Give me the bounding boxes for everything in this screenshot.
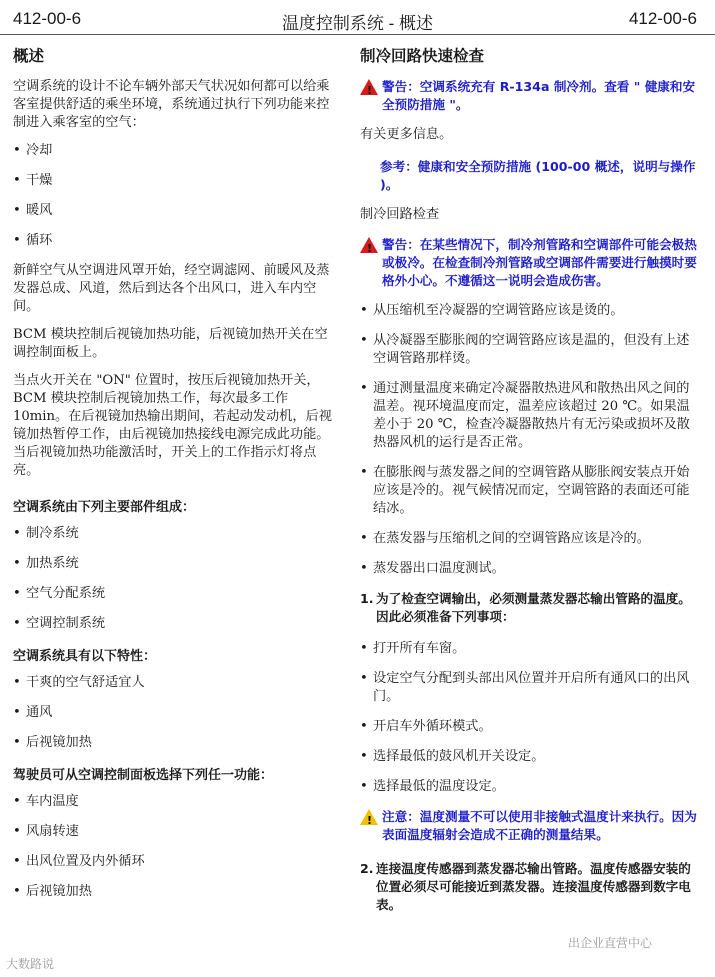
list-item: • 后视镜加热: [13, 884, 92, 899]
list-item: • 开启车外循环模式。: [360, 719, 492, 734]
list-item: • 后视镜加热: [13, 735, 92, 750]
left-column: [13, 44, 333, 913]
ignition-paragraph: 当点火开关在 "ON" 位置时，按压后视镜加热开关， BCM 模块控制后视镜加热工作，每次最多工作 10min。在后视镜加热输出期间，若起动发动机，后视镜加热暂停工作，由后视镜加热接线电源完成此功能。当后视镜加热功能激活时，开关上的工作指示灯将点亮。: [13, 373, 332, 478]
list-item: • 循环: [13, 233, 53, 248]
driver-functions-heading: 驾驶员可从空调控制面板选择下列任一功能：: [13, 768, 274, 783]
quick-check-heading: 制冷回路快速检查: [360, 47, 485, 65]
components-list: [13, 525, 333, 633]
circuit-check-title: 制冷回路检查: [360, 207, 440, 222]
list-item: • 制冷系统: [13, 526, 79, 541]
list-item: • 在膨胀阀与蒸发器之间的空调管路从膨胀阀安装点开始应该是冷的。视气候情况而定，空调管路的表面还可能结冰。: [360, 465, 690, 516]
section-code-left: 412-00-6: [13, 9, 82, 28]
circuit-checks-list: [360, 302, 700, 578]
bcm-paragraph: BCM 模块控制后视镜加热功能，后视镜加热开关在空调控制面板上。: [13, 327, 328, 360]
list-item: • 出风位置及内外循环: [13, 854, 145, 869]
step-1: 1. 为了检查空调输出，必须测量蒸发器芯输出管路的温度。因此必须准备下列事项：: [360, 591, 691, 624]
functions-list: [13, 142, 333, 250]
list-item: • 选择最低的温度设定。: [360, 779, 505, 794]
list-item: • 从冷凝器至膨胀阀的空调管路应该是温的，但没有上述空调管路那样烫。: [360, 333, 690, 366]
list-item: • 蒸发器出口温度测试。: [360, 561, 505, 576]
list-item: • 加热系统: [13, 556, 79, 571]
warning-triangle-icon: !: [360, 237, 378, 253]
components-heading: 空调系统由下列主要部件组成：: [13, 500, 196, 515]
watermark-left: 大数路说: [6, 957, 55, 971]
warning-triangle-icon: !: [360, 79, 378, 95]
list-item: • 空调控制系统: [13, 616, 106, 631]
list-item: • 干爽的空气舒适宜人: [13, 675, 145, 690]
list-item: • 在蒸发器与压缩机之间的空调管路应该是冷的。: [360, 531, 650, 546]
watermark-right: 出企业直营中心: [568, 936, 653, 950]
list-item: • 设定空气分配到头部出风位置并开启所有通风口的出风门。: [360, 671, 690, 704]
list-item: • 暖风: [13, 203, 53, 218]
fresh-air-paragraph: 新鲜空气从空调进风罩开始，经空调滤网、前暖风及蒸发器总成、风道，然后到达各个出风口，进入车内空间。: [13, 263, 330, 314]
list-item: • 通风: [13, 705, 53, 720]
list-item: • 选择最低的鼓风机开关设定。: [360, 749, 545, 764]
overview-heading: 概述: [13, 47, 45, 65]
more-info-text: 有关更多信息。: [360, 127, 453, 142]
intro-paragraph: 空调系统的设计不论车辆外部天气状况如何都可以给乘客室提供舒适的乘坐环境，系统通过执行下列功能来控制进入乘客室的空气：: [13, 79, 330, 130]
list-item: • 冷却: [13, 143, 53, 158]
features-list: [13, 674, 333, 752]
caution-triangle-icon: !: [360, 809, 378, 825]
right-column: [360, 44, 700, 928]
page-title: 温度控制系统 - 概述: [281, 14, 434, 33]
reference-link[interactable]: 参考：健康和安全预防措施 (100-00 概述，说明与操作 )。: [380, 159, 696, 192]
temperature-hazard-warning: ! 警告：在某些情况下，制冷剂管路和空调部件可能会极热或极冷。在检查制冷剂管路或空调部件需要进行触摸时要格外小心。不遵循这一说明会造成伤害。: [360, 236, 700, 290]
section-code-right: 412-00-6: [628, 9, 697, 28]
list-item: • 通过测量温度来确定冷凝器散热进风和散热出风之间的温差。视环境温度而定，温差应该超过 20 ℃。如果温差小于 20 ℃，检查冷凝器散热片有无污染或损坏及散热器风机的运行是否正常。: [360, 381, 690, 450]
list-item: • 风扇转速: [13, 824, 79, 839]
driver-functions-list: [13, 793, 333, 901]
list-item: • 空气分配系统: [13, 586, 106, 601]
list-item: • 从压缩机至冷凝器的空调管路应该是烫的。: [360, 303, 624, 318]
list-item: • 干燥: [13, 173, 53, 188]
page-header: [0, 0, 715, 35]
refrigerant-warning: ! 警告：空调系统充有 R-134a 制冷剂。查看 " 健康和安全预防措施 "。: [360, 78, 700, 114]
features-heading: 空调系统具有以下特性：: [13, 649, 157, 664]
list-item: • 打开所有车窗。: [360, 641, 466, 656]
step-2: 2. 连接温度传感器到蒸发器芯输出管路。温度传感器安装的位置必须尽可能接近到蒸发器。连接温度传感器到数字电表。: [360, 861, 691, 912]
preparation-list: [360, 640, 700, 796]
caution-note: ! 注意：温度测量不可以使用非接触式温度计来执行。因为表面温度辐射会造成不正确的测量结果。: [360, 808, 700, 844]
list-item: • 车内温度: [13, 794, 79, 809]
